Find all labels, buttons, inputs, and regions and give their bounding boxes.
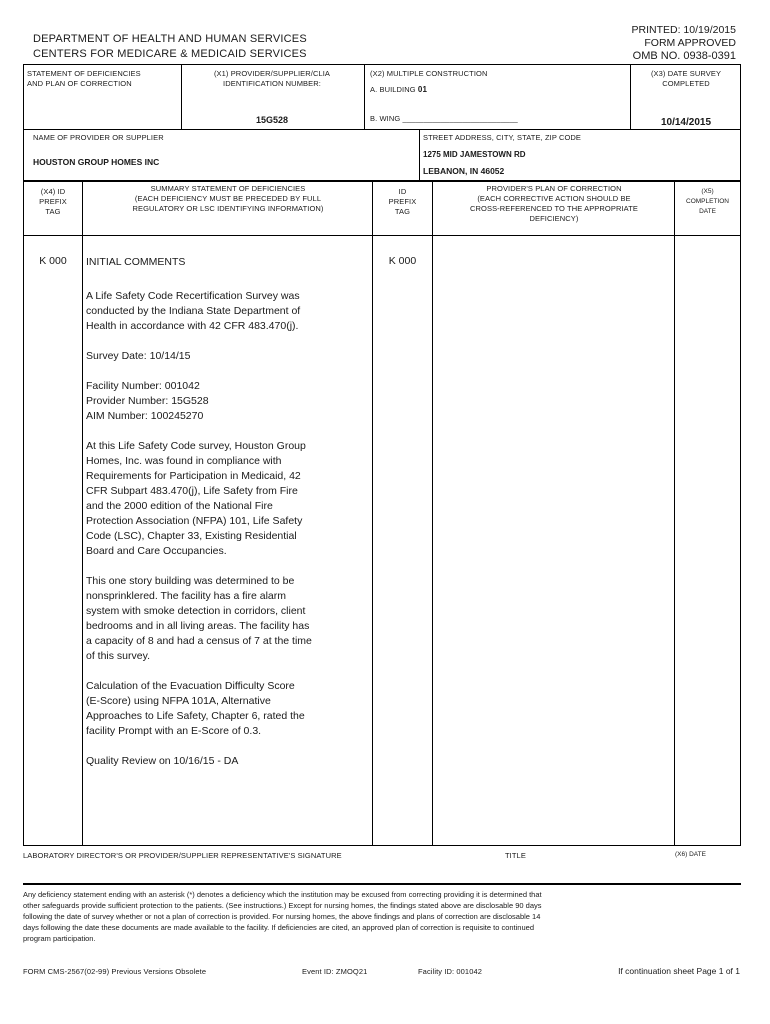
paragraph: At this Life Safety Code survey, Houston Group Homes, Inc. was found in compliance with Requirements for Participation in Medicaid, 42 CFR Subpart 483.470(j), Life Safety from Fire and the 2000 edition of the National Fire Protection Association (NFPA) 101, Life Safety Code (LSC), Chapter 33, Existing Residential Board and Care Occupancies. [86,440,306,557]
facility-id: Facility ID: 001042 [418,967,483,976]
x2-label: (X2) MULTIPLE CONSTRUCTION [370,69,488,78]
x4-label: (X4) ID PREFIX TAG [39,187,67,216]
paragraph: Quality Review on 10/16/15 - DA [86,755,239,767]
x3-label: (X3) DATE SURVEY COMPLETED [650,69,722,88]
column-divider [674,181,675,845]
event-id: Event ID: ZMOQ21 [302,967,368,976]
address-label: STREET ADDRESS, CITY, STATE, ZIP CODE [423,133,582,142]
left-id-tag: K 000 [39,255,67,267]
building-row [370,85,427,95]
form-info [632,24,736,63]
column-divider [740,236,741,845]
column-divider [82,181,83,845]
provider-name-label: NAME OF PROVIDER OR SUPPLIER [33,133,164,142]
paragraph: Survey Date: 10/14/15 [86,350,191,362]
paragraph: Facility Number: 001042 Provider Number: 15G528 AIM Number: 100245270 [86,380,209,422]
disclaimer-text: Any deficiency statement ending with an asterisk (*) denotes a deficiency which the institution may be excused from correcting providing it is determined that other safeguards provide sufficient protection to the patients. (See instructions.) Except for nursing homes, the findings stated above are disclosable 90 days following the date of survey whether or not a plan of correction is provided. For nursing homes, the above findings and plans of correction are disclosable 14 days following the date these documents are made available to the facility. If deficiencies are cited, an approved plan of correction is requisite to continued program participation. [23,890,542,943]
printed-date: PRINTED: 10/19/2015 [631,24,736,36]
divider [630,64,631,129]
agency-header [33,32,307,62]
title-label: TITLE [505,851,526,860]
department-name: DEPARTMENT OF HEALTH AND HUMAN SERVICES [33,33,307,45]
right-id-tag: K 000 [388,255,417,267]
column-divider [372,181,373,845]
building-label: A. BUILDING [370,85,416,94]
signature-label: LABORATORY DIRECTOR'S OR PROVIDER/SUPPLIER REPRESENTATIVE'S SIGNATURE [23,851,342,860]
divider [181,64,182,129]
id-prefix-label: ID PREFIX TAG [388,187,417,216]
provider-name-value: HOUSTON GROUP HOMES INC [33,157,160,167]
form-number: FORM CMS-2567(02-99) Previous Versions Obsolete [23,967,207,976]
column-divider [23,236,24,845]
divider [23,129,741,130]
omb-number: OMB NO. 0938-0391 [632,50,736,62]
initial-comments-heading: INITIAL COMMENTS [86,256,186,268]
paragraph: This one story building was determined to be nonsprinklered. The facility has a fire alarm system with smoke detection in corridors, client bedrooms and in all living areas. The facility has a capacity of 8 and had a census of 7 at the time of this survey. [86,575,312,662]
x6-date-label: (X6) DATE [675,851,706,858]
plan-of-correction-label: PROVIDER'S PLAN OF CORRECTION (EACH CORRECTIVE ACTION SHOULD BE CROSS-REFERENCED TO THE APPROPRIATE DEFICIENCY) [470,184,638,223]
disclaimer-rule [23,883,741,885]
deficiency-summary [86,255,370,784]
centers-name: CENTERS FOR MEDICARE & MEDICAID SERVICES [33,48,307,60]
wing-label: B. WING ___________________________ [370,114,518,123]
paragraph: A Life Safety Code Recertification Survey was conducted by the Indiana State Department of Health in accordance with 42 CFR 483.470(j). [86,290,301,332]
completion-date-label: (X5) COMPLETION DATE [686,188,729,215]
paragraph: Calculation of the Evacuation Difficulty Score (E-Score) using NFPA 101A, Alternative Approaches to Life Safety, Chapter 6, rated the facility Prompt with an E-Score of 0.3. [86,680,305,737]
x1-label: (X1) PROVIDER/SUPPLIER/CLIA IDENTIFICATION NUMBER: [213,69,331,88]
statement-label: STATEMENT OF DEFICIENCIES AND PLAN OF CORRECTION [27,69,141,88]
column-divider [432,181,433,845]
provider-id-value: 15G528 [255,115,289,125]
continuation-page: If continuation sheet Page 1 of 1 [618,966,740,976]
address-line-1: 1275 MID JAMESTOWN RD [423,150,526,159]
divider [364,64,365,129]
survey-date-value: 10/14/2015 [660,117,712,128]
address-line-2: LEBANON, IN 46052 [423,166,505,176]
summary-label: SUMMARY STATEMENT OF DEFICIENCIES (EACH DEFICIENCY MUST BE PRECEDED BY FULL REGULATORY OR LSC IDENTIFYING INFORMATION) [132,184,324,213]
building-value: 01 [417,85,427,94]
divider [419,129,420,181]
signature-line [23,845,741,846]
form-approved: FORM APPROVED [644,37,736,49]
